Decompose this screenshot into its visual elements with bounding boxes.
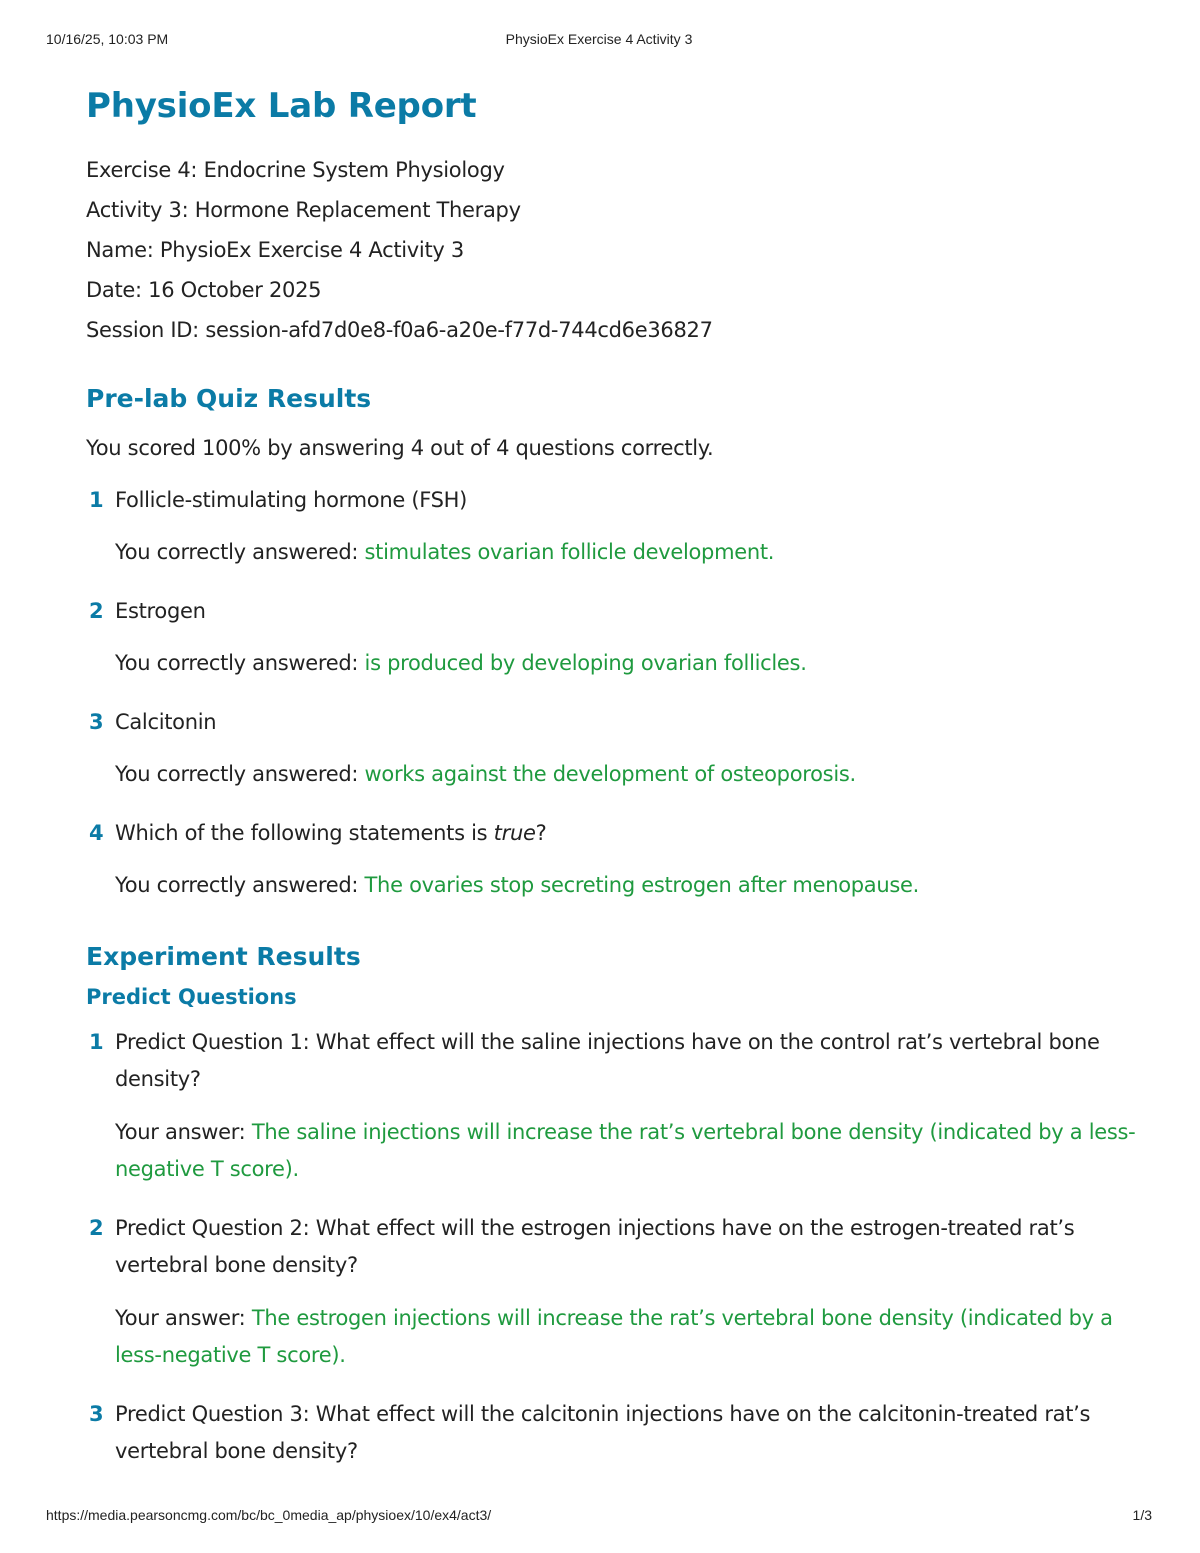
question-answer [115,534,1136,571]
question-number: 4 [89,821,104,845]
question-text-emphasis: true [493,821,536,845]
predict-question [86,1024,1136,1188]
answer-label: You correctly answered: [115,651,365,675]
report-meta [86,150,1136,350]
meta-activity: Activity 3: Hormone Replacement Therapy [86,198,521,222]
prelab-heading: Pre-lab Quiz Results [86,384,372,413]
print-page-number: 1/3 [1132,1507,1152,1523]
answer-label: Your answer: [115,1120,252,1144]
report-content [86,84,1136,1470]
prelab-question [86,704,1136,793]
report-title: PhysioEx Lab Report [86,86,477,126]
question-answer [115,756,1136,793]
question-text: Predict Question 1: What effect will the saline injections have on the control rat’s vertebral bone density? [115,1030,1100,1091]
print-page-title: PhysioEx Exercise 4 Activity 3 [505,31,693,47]
answer-label: You correctly answered: [115,540,365,564]
answer-value: The saline injections will increase the rat’s vertebral bone density (indicated by a less-negative T score). [115,1120,1136,1181]
answer-value: works against the development of osteoporosis. [364,762,856,786]
question-text: Estrogen [115,599,206,623]
answer-value: is produced by developing ovarian follicles. [364,651,807,675]
question-text [115,815,1136,852]
question-answer [115,1300,1136,1374]
print-url[interactable]: https://media.pearsoncmg.com/bc/bc_0media_ap/physioex/10/ex4/act3/ [46,1507,492,1523]
question-number: 2 [89,1216,104,1240]
print-datetime: 10/16/25, 10:03 PM [46,31,169,47]
predict-question [86,1396,1136,1470]
question-text-part: ? [535,821,547,845]
answer-label: Your answer: [115,1306,252,1330]
answer-label: You correctly answered: [115,873,365,897]
prelab-question [86,482,1136,571]
predict-heading: Predict Questions [86,985,297,1009]
answer-value: The ovaries stop secreting estrogen after menopause. [364,873,920,897]
print-header [46,31,1152,49]
question-answer [115,867,1136,904]
question-text: Predict Question 3: What effect will the calcitonin injections have on the calcitonin-treated rat’s vertebral bone density? [115,1402,1091,1463]
question-answer [115,1114,1136,1188]
meta-session-id: Session ID: session-afd7d0e8-f0a6-a20e-f77d-744cd6e36827 [86,318,713,342]
question-number: 3 [89,710,104,734]
experiment-heading: Experiment Results [86,942,361,971]
print-footer [46,1507,1152,1525]
question-text-part: Which of the following statements is [115,821,494,845]
prelab-question [86,815,1136,904]
question-text: Calcitonin [115,710,217,734]
meta-exercise: Exercise 4: Endocrine System Physiology [86,158,505,182]
answer-value: The estrogen injections will increase the rat’s vertebral bone density (indicated by a less-negative T score). [115,1306,1113,1367]
question-number: 1 [89,488,104,512]
predict-question [86,1210,1136,1374]
answer-label: You correctly answered: [115,762,365,786]
question-text: Follicle-stimulating hormone (FSH) [115,488,468,512]
prelab-question [86,593,1136,682]
question-text: Predict Question 2: What effect will the estrogen injections have on the estrogen-treated rat’s vertebral bone density? [115,1216,1075,1277]
question-number: 3 [89,1402,104,1426]
question-number: 1 [89,1030,104,1054]
question-answer [115,645,1136,682]
prelab-score: You scored 100% by answering 4 out of 4 questions correctly. [86,436,714,460]
meta-name: Name: PhysioEx Exercise 4 Activity 3 [86,238,464,262]
meta-date: Date: 16 October 2025 [86,278,322,302]
question-number: 2 [89,599,104,623]
answer-value: stimulates ovarian follicle development. [364,540,775,564]
